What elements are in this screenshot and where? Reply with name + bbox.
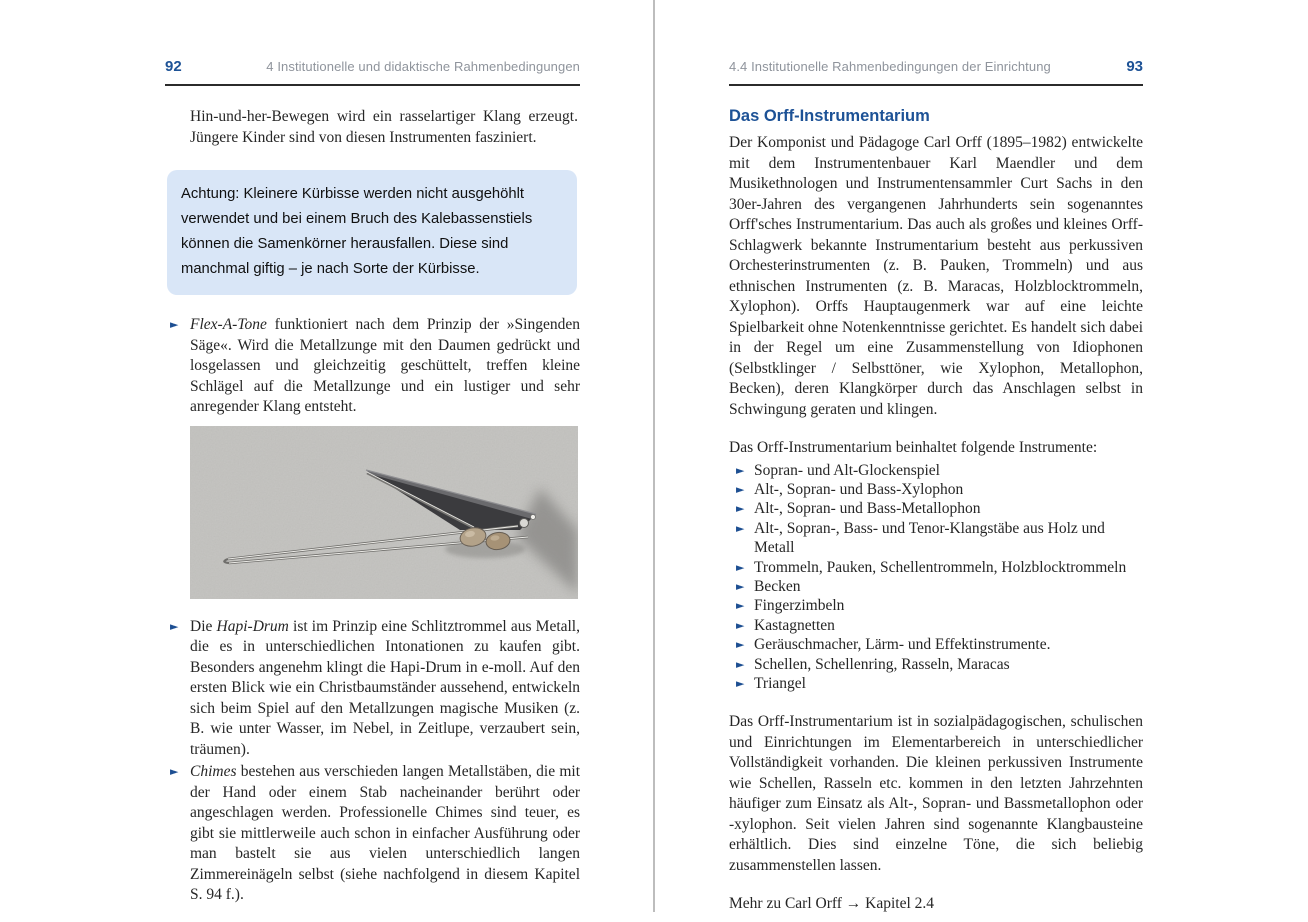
bullet-triangle-icon: ►	[736, 463, 745, 477]
orff-paragraph-2: Das Orff-Instrumentarium ist in sozialpädagogischen, schulischen und Einrichtungen im Elementarbereich in unterschiedlicher Vollständigkeit vorhanden. Die kleinen perkussiven Instrumente wie Schellen, Rasseln etc. kommen in den letzten Jahrzehnten häufiger zum Einsatz als Alt-, Sopran- und Bassmetallophon oder -xylophon. Seit vielen Jahren sind sogenannte Klangbausteine erhältlich. Dies sind einzelne Töne, die sich beliebig zusammenstellen lassen.	[729, 713, 1143, 874]
list-item	[729, 577, 1143, 596]
intro-paragraph: Hin-und-her-Bewegen wird ein rasselartiger Klang erzeugt. Jüngere Kinder sind von diesen Instrumenten fasziniert.	[190, 108, 578, 146]
list-item-label: Fingerzimbeln	[754, 597, 845, 615]
left-running-header	[165, 58, 580, 86]
bullet-rest: ist im Prinzip eine Schlitztrommel aus Metall, die es in unterschiedlichen Intonationen zu kaufen gibt. Besonders angenehm klingt die Hapi-Drum in e-moll. Auf den ersten Blick wie ein Christbaumständer aussehend, entwickeln sich beim Spiel auf den Metallzungen magische Musiken (z. B. wie unter Wasser, im Nebel, in Zeitlupe, verzaubert sein, träumen).	[190, 617, 580, 758]
page-right	[729, 58, 1143, 915]
list-item-label: Alt-, Sopran- und Bass-Metallophon	[754, 500, 981, 518]
list-item	[729, 674, 1143, 693]
list-item-label: Triangel	[754, 674, 806, 692]
bullet-triangle-icon: ►	[170, 619, 179, 633]
bullet-lead-italic: Flex-A-Tone	[190, 316, 267, 333]
bullet-lead-italic: Chimes	[190, 763, 237, 780]
bullet-lead-italic: Hapi-Drum	[216, 617, 289, 635]
left-running-title: 4 Institutionelle und didaktische Rahmenbedingungen	[266, 59, 580, 74]
list-item-label: Becken	[754, 577, 801, 595]
right-page-number: 93	[1126, 58, 1143, 75]
list-item	[729, 635, 1143, 654]
flexatone-photo-illustration	[190, 426, 578, 599]
list-item-label: Geräuschmacher, Lärm- und Effektinstrumente.	[754, 636, 1051, 654]
bullet-text	[190, 315, 580, 418]
list-item	[729, 519, 1143, 558]
list-item	[729, 461, 1143, 480]
list-item	[729, 558, 1143, 577]
bullet-triangle-icon: ►	[736, 676, 745, 690]
list-item-label: Alt-, Sopran- und Bass-Xylophon	[754, 480, 964, 498]
list-item	[729, 655, 1143, 674]
bullet-triangle-icon: ►	[736, 638, 745, 652]
orff-paragraph-1: Der Komponist und Pädagoge Carl Orff (1895–1982) entwickelte mit dem Instrumentenbauer Karl Maendler und dem Musikethnologen und Instrumentensammler Curt Sachs in den 30er-Jahren des vergangenen Jahrhunderts sein sogenanntes Orff'sches Instrumentarium. Das auch als großes und kleines Orff-Schlagwerk bekannte Instrumentarium besteht aus perkussiven Orchesterinstrumenten (z. B. Pauken, Trommeln) und aus ethnischen Instrumenten (z. B. Maracas, Holzblocktrommeln, Xylophon). Orffs Hauptaugenmerk war auf eine leichte Spielbarkeit ohne Notenkenntnisse gerichtet. Es handelt sich dabei in der Regel um eine Zusammenstellung von Idiophonen (Selbstklinger / Selbsttöner, wie Xylophon, Metallophon, Becken), deren Klangkörper durch das Anschlagen selbst in Schwingung geraten und klingen.	[729, 134, 1143, 418]
instrument-list-intro: Das Orff-Instrumentarium beinhaltet folgende Instrumente:	[729, 439, 1098, 456]
bullet-rest: bestehen aus verschieden langen Metallstäben, die mit der Hand oder einem Stab nacheinander berührt oder angeschlagen werden. Professionelle Chimes sind teuer, es gibt sie mittlerweile auch schon in einfacher Ausführung oder man bastelt sie aus vielen unterschiedlich langen Zimmereinägeln selbst (siehe nachfolgend in diesem Kapitel S. 94 f.).	[190, 763, 580, 903]
bullet-triangle-icon: ►	[736, 502, 745, 516]
list-item	[729, 616, 1143, 635]
list-item-label: Sopran- und Alt-Glockenspiel	[754, 461, 940, 479]
bullet-rest: funktioniert nach dem Prinzip der »Singenden Säge«. Wird die Metallzunge mit den Daumen gedrückt und losgelassen und gleichzeitig geschüttelt, treffen kleine Schlägel auf die Metallzunge und ein lustiger und sehr anregender Klang entsteht.	[190, 316, 580, 415]
bullet-triangle-icon: ►	[736, 521, 745, 535]
bullet-text	[190, 617, 580, 761]
page-left	[165, 58, 580, 908]
section-heading: Das Orff-Instrumentarium	[729, 107, 930, 125]
bullet-triangle-icon: ►	[170, 765, 179, 778]
bullet-item-hapidrum	[165, 617, 580, 761]
bullet-pre: Die	[190, 617, 217, 635]
left-page-number: 92	[165, 58, 182, 75]
list-item-label: Alt-, Sopran-, Bass- und Tenor-Klangstäbe aus Holz und Metall	[754, 519, 1105, 557]
right-running-header	[729, 58, 1143, 86]
list-item	[729, 596, 1143, 615]
bullet-triangle-icon: ►	[736, 599, 745, 613]
bullet-text	[190, 762, 580, 906]
right-running-title: 4.4 Institutionelle Rahmenbedingungen der Einrichtung	[729, 59, 1051, 74]
page-gutter-divider	[653, 0, 655, 912]
bullet-triangle-icon: ►	[736, 579, 745, 593]
bullet-item-chimes	[165, 762, 580, 906]
bullet-triangle-icon: ►	[170, 318, 179, 331]
bullet-triangle-icon: ►	[736, 657, 745, 671]
list-item-label: Trommeln, Pauken, Schellentrommeln, Holzblocktrommeln	[754, 558, 1127, 576]
list-item-label: Schellen, Schellenring, Rasseln, Maracas	[754, 655, 1010, 673]
list-item	[729, 480, 1143, 499]
bullet-item-flexatone	[165, 315, 580, 418]
cross-reference: Mehr zu Carl Orff → Kapitel 2.4	[729, 895, 935, 913]
bullet-triangle-icon: ►	[736, 482, 745, 496]
instrument-list	[729, 461, 1143, 694]
list-item	[729, 499, 1143, 518]
list-item-label: Kastagnetten	[754, 616, 835, 634]
flexatone-photo	[190, 426, 578, 599]
bullet-triangle-icon: ►	[736, 560, 745, 574]
warning-note-box: Achtung: Kleinere Kürbisse werden nicht ausgehöhlt verwendet und bei einem Bruch des Kalebassenstiels können die Samenkörner herausfallen. Diese sind manchmal giftig – je nach Sorte der Kürbisse.	[167, 170, 577, 295]
bullet-triangle-icon: ►	[736, 618, 745, 632]
